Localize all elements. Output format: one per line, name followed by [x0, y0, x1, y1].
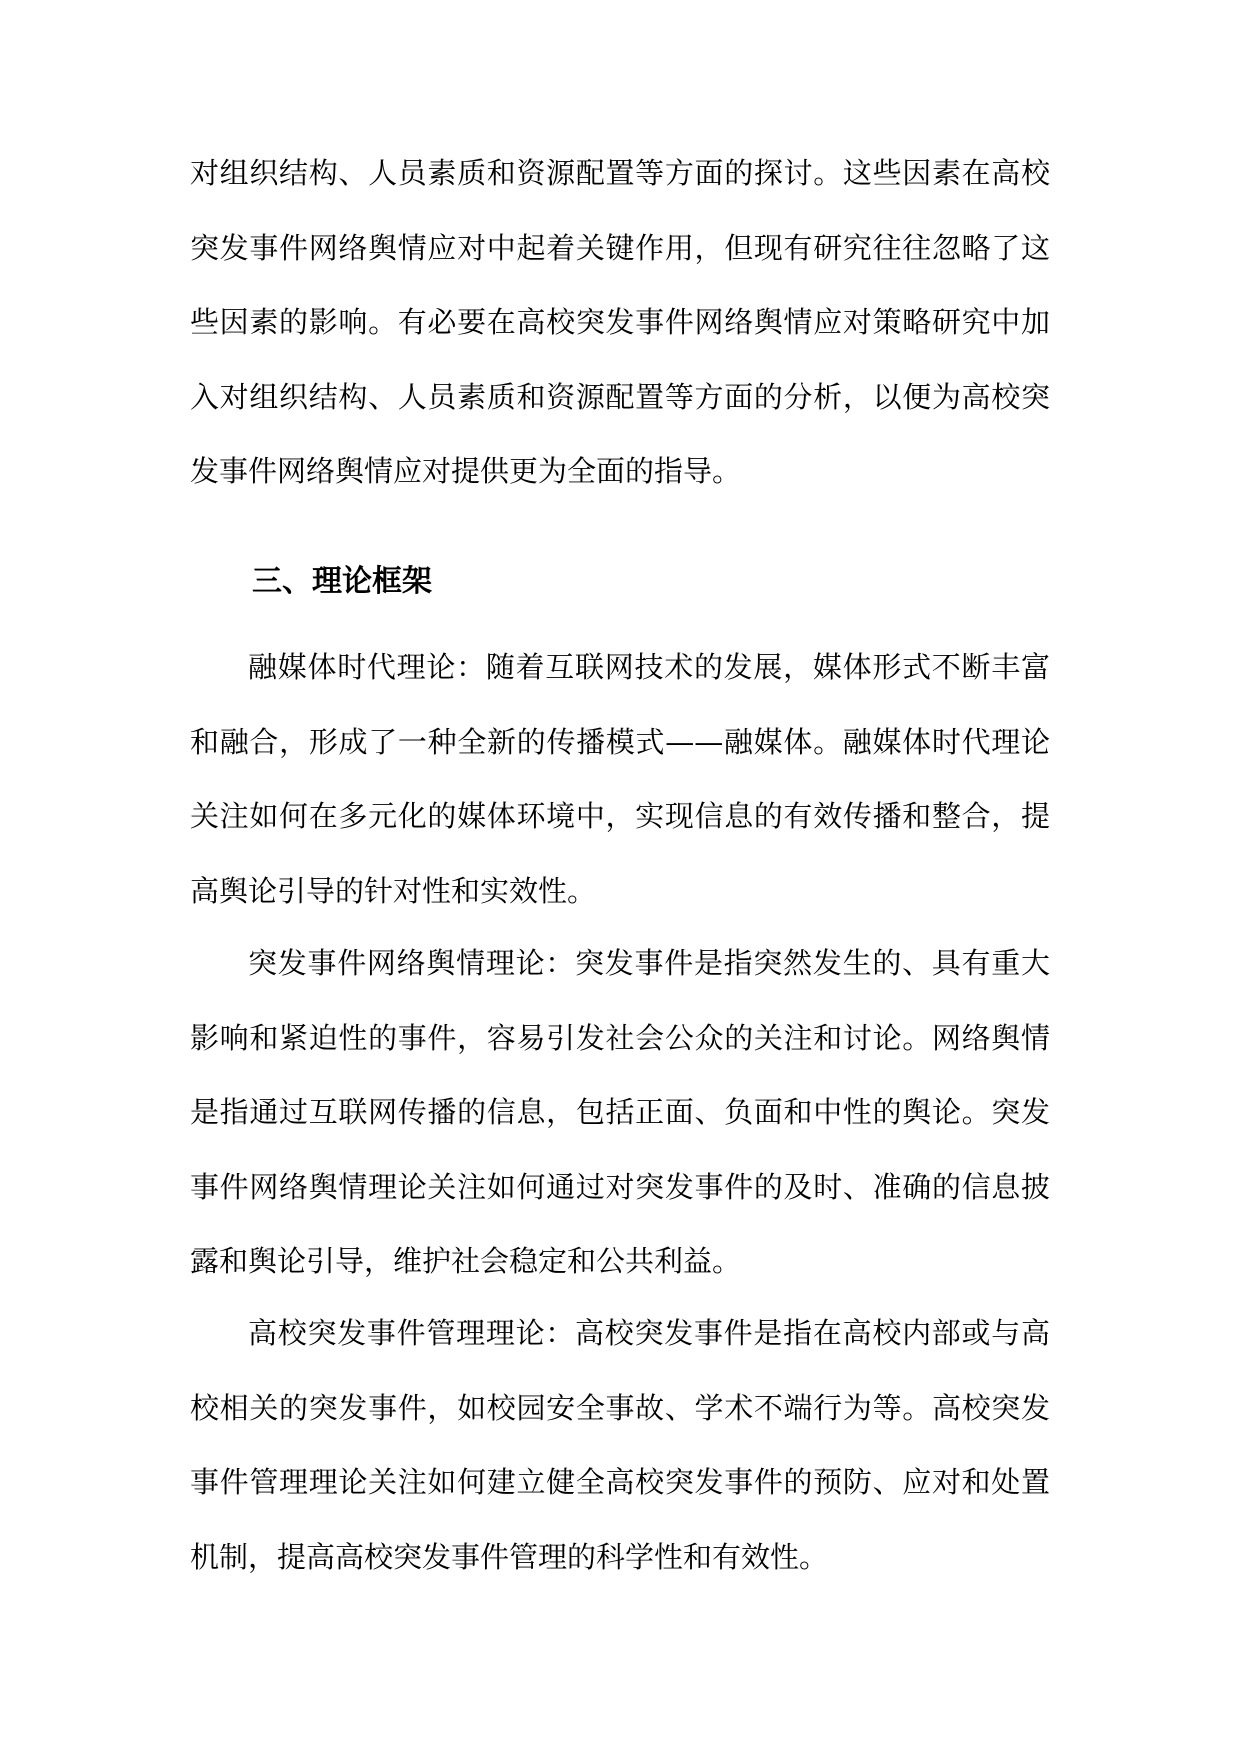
paragraph-campus-emergency-management-theory: 高校突发事件管理理论：高校突发事件是指在高校内部或与高校相关的突发事件，如校园安全事故、学术不端行为等。高校突发事件管理理论关注如何建立健全高校突发事件的预防、应对和处置机制，提高高校突发事件管理的科学性和有效性。	[190, 1316, 1050, 1574]
paragraph-emergency-public-opinion-theory: 突发事件网络舆情理论：突发事件是指突然发生的、具有重大影响和紧迫性的事件，容易引发社会公众的关注和讨论。网络舆情是指通过互联网传播的信息，包括正面、负面和中性的舆论。突发事件网络舆情理论关注如何通过对突发事件的及时、准确的信息披露和舆论引导，维护社会稳定和公共利益。	[190, 946, 1050, 1278]
paragraph-media-convergence-theory: 融媒体时代理论：随着互联网技术的发展，媒体形式不断丰富和融合，形成了一种全新的传播模式——融媒体。融媒体时代理论关注如何在多元化的媒体环境中，实现信息的有效传播和整合，提高舆论引导的针对性和实效性。	[190, 650, 1050, 908]
continuation-paragraph: 对组织结构、人员素质和资源配置等方面的探讨。这些因素在高校突发事件网络舆情应对中起着关键作用，但现有研究往往忽略了这些因素的影响。有必要在高校突发事件网络舆情应对策略研究中加入对组织结构、人员素质和资源配置等方面的分析，以便为高校突发事件网络舆情应对提供更为全面的指导。	[190, 156, 1050, 488]
section-heading: 三、理论框架	[252, 564, 432, 599]
